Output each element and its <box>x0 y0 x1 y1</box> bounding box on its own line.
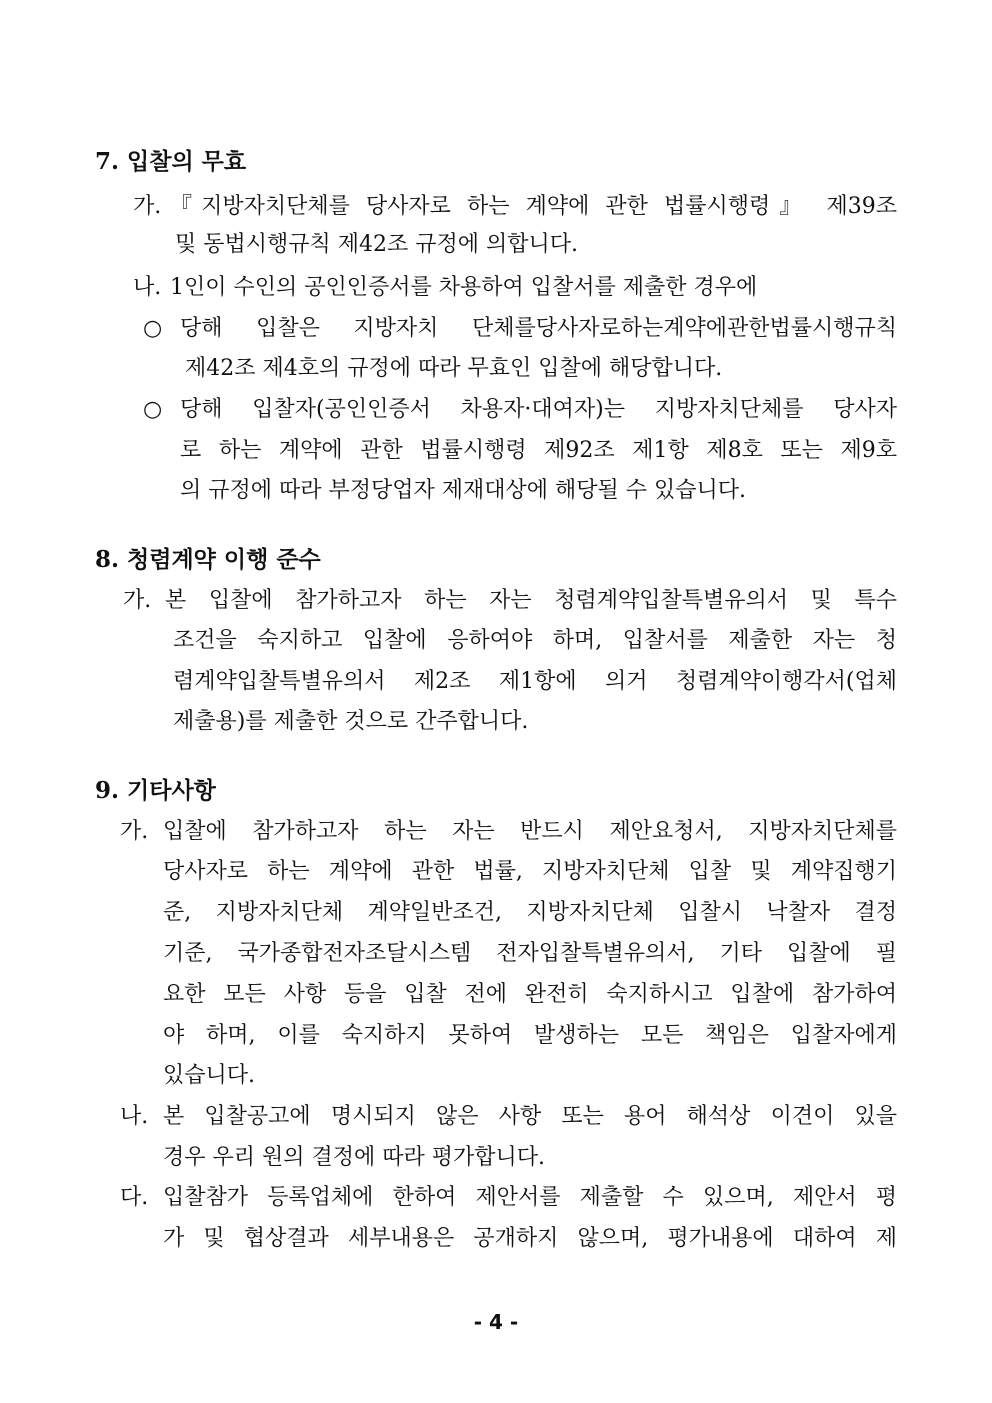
text-line: 당해 입찰자(공인인증서 차용자·대여자)는 지방자치단체를 당사자 <box>180 397 897 422</box>
text-line: 본 입찰에 참가하고자 하는 자는 청렴계약입찰특별유의서 및 특수 <box>165 588 897 613</box>
text-line: 가 및 협상결과 세부내용은 공개하지 않으며, 평가내용에 대하여 제 <box>163 1226 897 1251</box>
text-line: 요한 모든 사항 등을 입찰 전에 완전히 숙지하시고 입찰에 참가하여 <box>163 982 897 1007</box>
text-line: 입찰에 참가하고자 하는 자는 반드시 제안요청서, 지방자치단체를 <box>163 819 897 844</box>
text-line: 및 동법시행규칙 제42조 규정에 의합니다. <box>175 232 578 257</box>
text-line: 제출용)를 제출한 것으로 간주합니다. <box>173 709 529 734</box>
text-line: 본 입찰공고에 명시되지 않은 사항 또는 용어 해석상 이견이 있을 <box>163 1104 897 1129</box>
text-line: 1인이 수인의 공인인증서를 차용하여 입찰서를 제출한 경우에 <box>170 275 758 300</box>
text-line: 준, 지방자치단체 계약일반조건, 지방자치단체 입찰시 낙찰자 결정 <box>163 900 897 925</box>
text-line: 기준, 국가종합전자조달시스템 전자입찰특별유의서, 기타 입찰에 필 <box>163 941 897 966</box>
item-marker: 나. <box>133 275 162 300</box>
text-line: 조건을 숙지하고 입찰에 응하여야 하며, 입찰서를 제출한 자는 청 <box>173 628 897 653</box>
text-line: 제42조 제4호의 규정에 따라 무효인 입찰에 해당합니다. <box>185 356 723 381</box>
bullet-circle-icon: ○ <box>143 397 163 422</box>
text-line: 렴계약입찰특별유의서 제2조 제1항에 의거 청렴계약이행각서(업체 <box>173 669 897 694</box>
text-line: 입찰참가 등록업체에 한하여 제안서를 제출할 수 있으며, 제안서 평 <box>163 1185 897 1210</box>
section-9-heading: 9. 기타사항 <box>95 777 216 804</box>
bullet-circle-icon: ○ <box>143 316 163 341</box>
text-line: 로 하는 계약에 관한 법률시행령 제92조 제1항 제8호 또는 제9호 <box>180 438 897 463</box>
item-marker: 나. <box>120 1104 149 1129</box>
item-marker: 가. <box>123 588 152 613</box>
text-line: 의 규정에 따라 부정당업자 제재대상에 해당될 수 있습니다. <box>180 478 746 503</box>
text-line: 있습니다. <box>163 1063 256 1088</box>
text-line: 당사자로 하는 계약에 관한 법률, 지방자치단체 입찰 및 계약집행기 <box>163 859 897 884</box>
page-number: - 4 - <box>473 1310 519 1334</box>
item-marker: 가. <box>133 194 162 219</box>
section-7-heading: 7. 입찰의 무효 <box>95 148 247 175</box>
text-line: 당해 입찰은 지방자치 단체를당사자로하는계약에관한법률시행규칙 <box>180 316 897 341</box>
text-line: 야 하며, 이를 숙지하지 못하여 발생하는 모든 책임은 입찰자에게 <box>163 1023 897 1048</box>
item-marker: 다. <box>120 1185 149 1210</box>
section-8-heading: 8. 청렴계약 이행 준수 <box>95 546 321 573</box>
text-line: 경우 우리 원의 결정에 따라 평가합니다. <box>163 1145 545 1170</box>
text-line: 『지방자치단체를 당사자로 하는 계약에 관한 법률시행령』 제39조 <box>170 194 897 219</box>
item-marker: 가. <box>120 819 149 844</box>
